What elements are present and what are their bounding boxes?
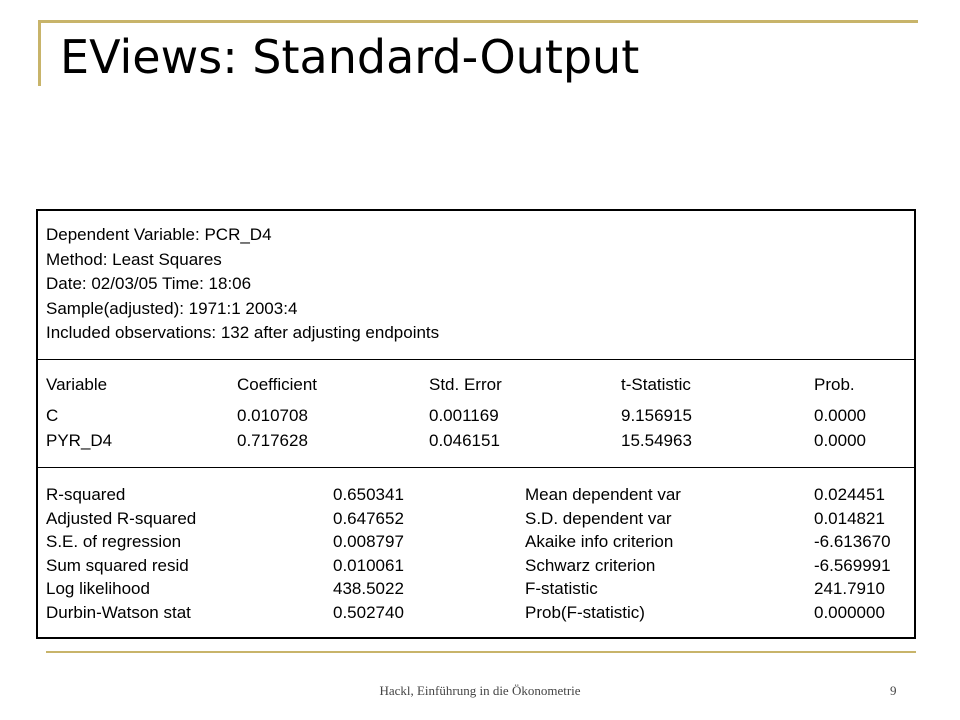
stat-label: S.D. dependent var [525,508,672,528]
stat-value: 241.7910 [814,579,885,598]
stats-row [38,509,914,532]
stats-row [38,532,914,555]
slide-title: EViews: Standard-Output [60,30,640,84]
stat-label: Mean dependent var [525,485,681,504]
coefficient-cell: 0.717628 [237,431,308,450]
stat-value: 438.5022 [333,579,404,598]
eviews-output-table [36,209,916,639]
footer-divider [46,651,916,653]
variable-cell: C [46,406,59,425]
stat-label: Akaike info criterion [525,532,674,551]
stats-row [38,603,914,626]
coefficient-header-row [38,375,914,399]
date-time-line: Date: 02/03/05 Time: 18:06 [46,274,252,293]
method-line: Method: Least Squares [46,249,222,269]
std-error-cell: 0.001169 [429,406,499,425]
separator-line [38,467,914,468]
column-header-coefficient: Coefficient [237,375,318,394]
stat-value: 0.650341 [333,485,404,504]
table-row [38,431,914,455]
column-header-std-error: Std. Error [429,375,502,394]
prob-cell: 0.0000 [814,431,866,450]
page-number: 9 [890,683,897,698]
stats-row [38,485,914,508]
stat-value: 0.008797 [333,532,404,551]
stats-row [38,579,914,602]
prob-cell: 0.0000 [814,406,866,425]
observations-line: Included observations: 132 after adjusting endpoints [46,323,440,342]
stat-label: Prob(F-statistic) [525,602,645,622]
column-header-prob: Prob. [814,375,855,394]
coefficient-cell: 0.010708 [237,406,308,425]
stat-value: 0.014821 [814,508,885,528]
stat-value: 0.000000 [814,602,885,622]
std-error-cell: 0.046151 [429,431,500,450]
sample-line: Sample(adjusted): 1971:1 2003:4 [46,298,298,318]
stat-label: Adjusted R-squared [46,508,197,528]
stat-label: Sum squared resid [46,555,189,575]
stat-label: F-statistic [525,579,598,598]
stat-value: 0.024451 [814,485,885,504]
slide-footer: Hackl, Einführung in die Ökonometrie [379,683,581,698]
t-statistic-cell: 9.156915 [621,406,692,425]
stat-label: Schwarz criterion [525,555,656,575]
stat-label: Durbin-Watson stat [46,602,191,622]
stat-label: R-squared [46,485,126,504]
variable-cell: PYR_D4 [46,431,113,450]
separator-line [38,359,914,360]
column-header-t-statistic: t-Statistic [621,375,691,394]
column-header-variable: Variable [46,375,108,394]
t-statistic-cell: 15.54963 [621,431,692,450]
table-row [38,406,914,430]
stat-value: -6.569991 [814,555,891,575]
regression-header [46,223,439,346]
stat-label: Log likelihood [46,579,150,598]
stat-value: 0.647652 [333,508,404,528]
title-accent-horizontal-line [38,20,918,23]
stat-value: -6.613670 [814,532,891,551]
stat-value: 0.010061 [333,555,404,575]
stats-row [38,556,914,579]
stat-label: S.E. of regression [46,532,182,551]
dependent-variable-line: Dependent Variable: PCR_D4 [46,225,272,244]
title-accent-vertical-line [38,20,41,86]
stat-value: 0.502740 [333,602,404,622]
